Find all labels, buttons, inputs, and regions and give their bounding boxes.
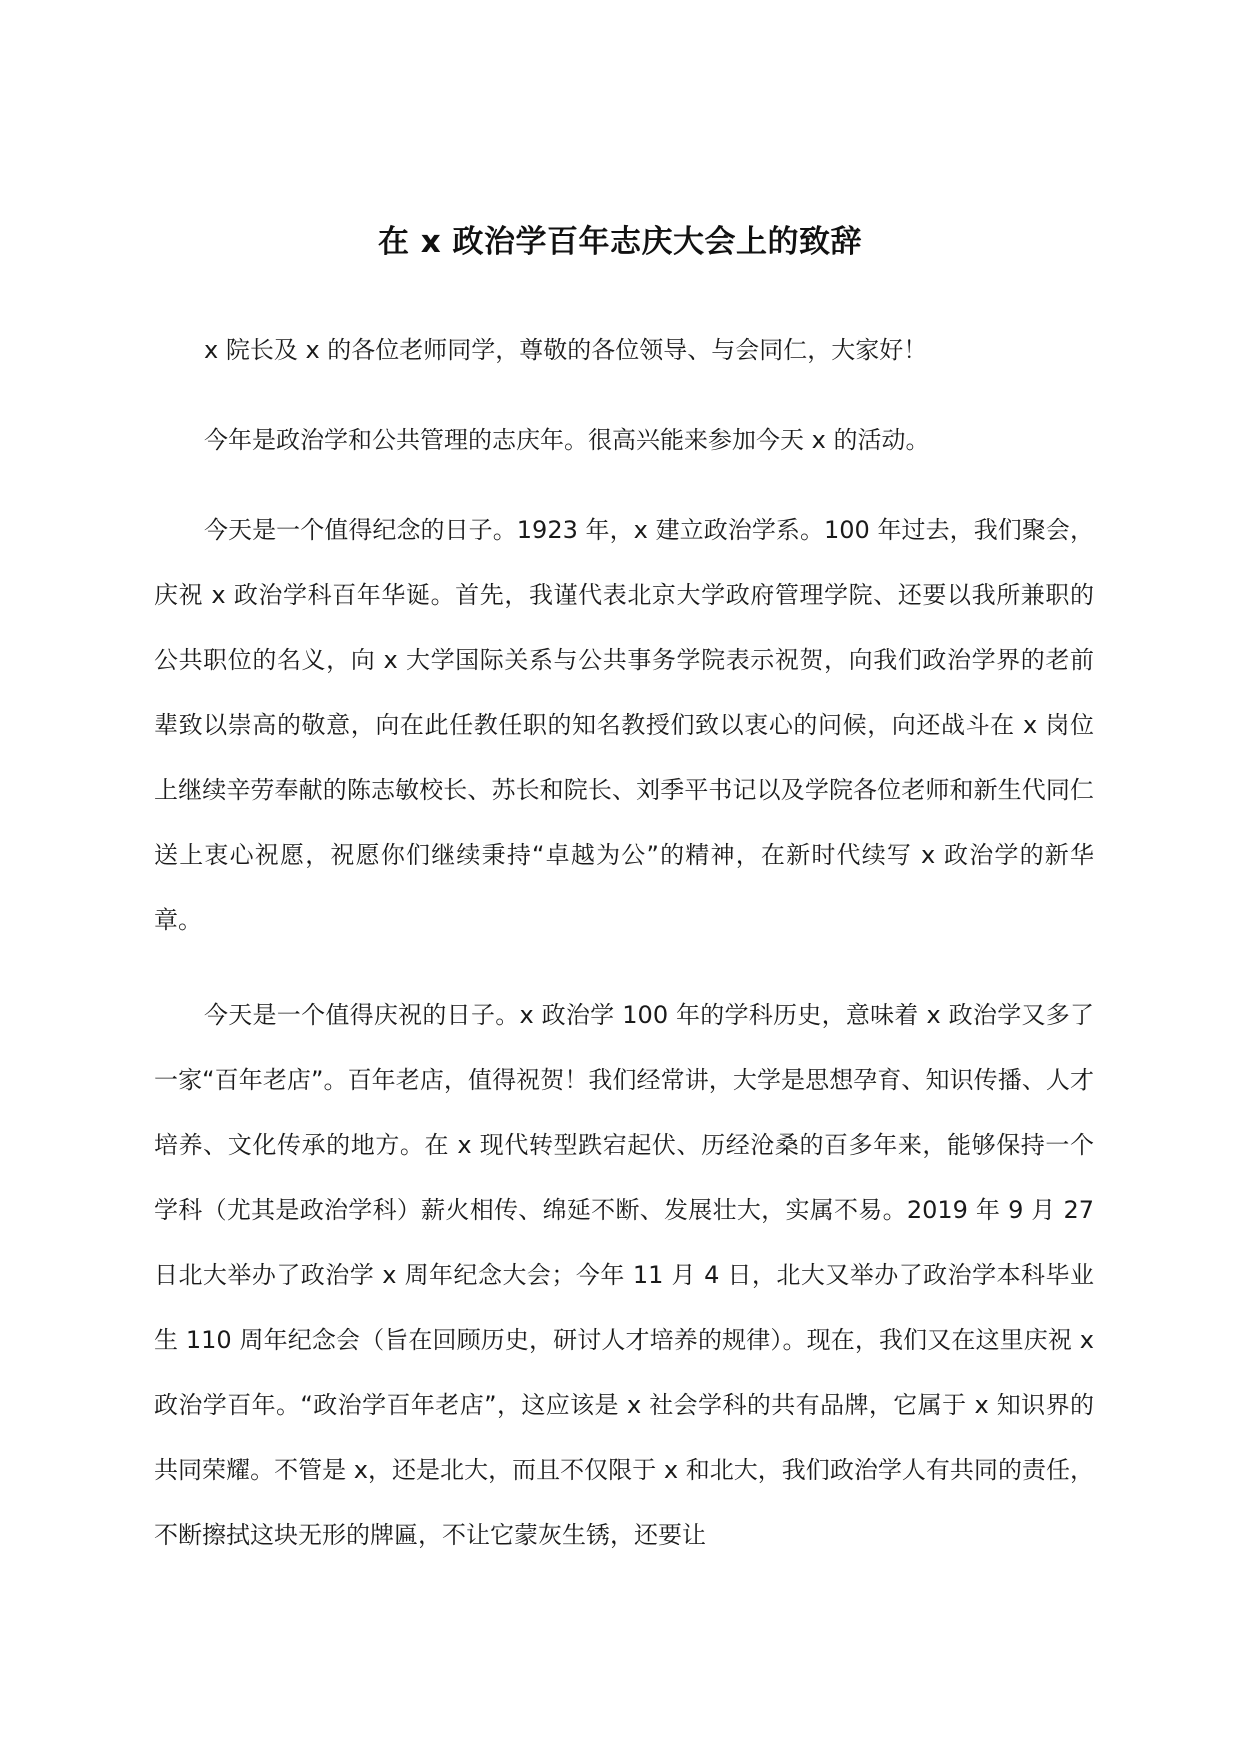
document-body <box>154 318 1094 1568</box>
paragraph-commemoration: 今天是一个值得纪念的日子。1923 年，x 建立政治学系。100 年过去，我们聚会，庆祝 x 政治学科百年华诞。首先，我谨代表北京大学政府管理学院、还要以我所兼职的公共职位的名义，向 x 大学国际关系与公共事务学院表示祝贺，向我们政治学界的老前辈致以崇高的敬意，向在此任教任职的知名教授们致以衷心的问候，向还战斗在 x 岗位上继续辛劳奉献的陈志敏校长、苏长和院长、刘季平书记以及学院各位老师和新生代同仁送上衷心祝愿，祝愿你们继续秉持“卓越为公”的精神，在新时代续写 x 政治学的新华章。 <box>154 516 1094 934</box>
paragraph-greeting: x 院长及 x 的各位老师同学，尊敬的各位领导、与会同仁，大家好！ <box>204 336 928 364</box>
paragraph-celebration: 今天是一个值得庆祝的日子。x 政治学 100 年的学科历史，意味着 x 政治学又多了一家“百年老店”。百年老店，值得祝贺！我们经常讲，大学是思想孕育、知识传播、人才培养、文化传承的地方。在 x 现代转型跌宕起伏、历经沧桑的百多年来，能够保持一个学科（尤其是政治学科）薪火相传、绵延不断、发展壮大，实属不易。2019 年 9 月 27 日北大举办了政治学 x 周年纪念大会；今年 11 月 4 日，北大又举办了政治学本科毕业生 110 周年纪念会（旨在回顾历史，研讨人才培养的规律）。现在，我们又在这里庆祝 x 政治学百年。“政治学百年老店”，这应该是 x 社会学科的共有品牌，它属于 x 知识界的共同荣耀。不管是 x，还是北大，而且不仅限于 x 和北大，我们政治学人有共同的责任，不断擦拭这块无形的牌匾，不让它蒙灰生锈，还要让 <box>154 1001 1094 1549</box>
paragraph-intro: 今年是政治学和公共管理的志庆年。很高兴能来参加今天 x 的活动。 <box>204 426 930 454</box>
document-title: 在 x 政治学百年志庆大会上的致辞 <box>377 224 863 260</box>
